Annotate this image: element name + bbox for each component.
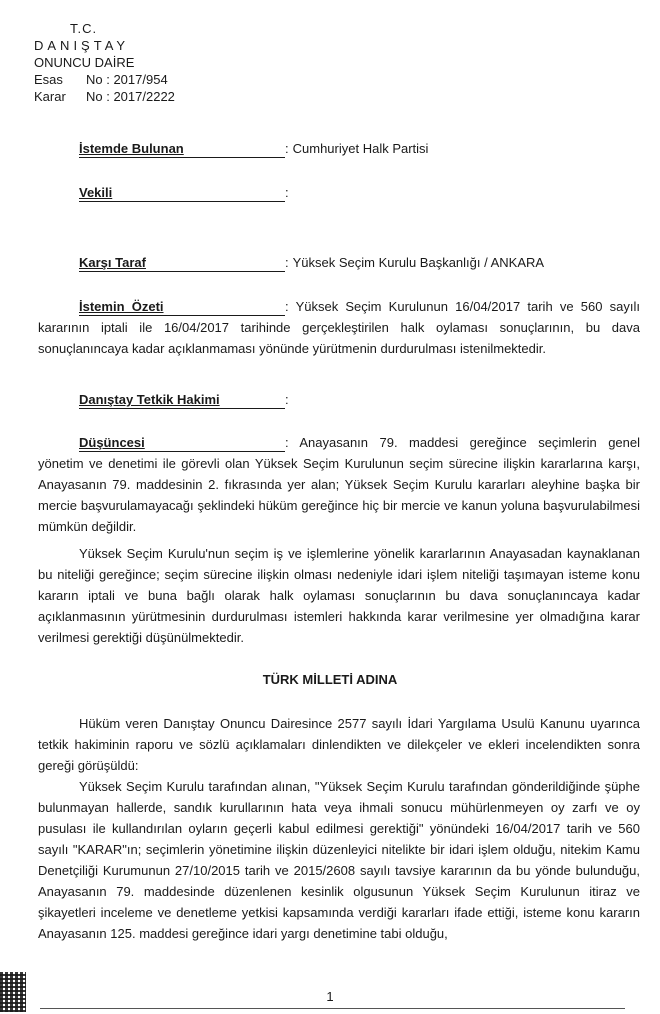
- dusunce-text-2: Yüksek Seçim Kurulu'nun seçim iş ve işlemlerine yönelik kararlarının Anayasadan kaynaklanan bu niteliği gereğince; seçim sürecine ilişkin olması nedeniyle idari işlem niteliği taşımayan isteme konu kararın iptali ve buna bağlı olarak halk oylaması sonuçlarının bu dava sonuçlanıncaya kadar açıklanmasının yürütmesinin durdurulması istemleri hakkında karar verilmesine yer olmadığına karar verilmesi gerektiği düşünülmektedir.: [38, 546, 640, 645]
- karsi-taraf-label: Karşı Taraf: [79, 255, 146, 270]
- footer-divider: [40, 1008, 625, 1009]
- page-number: 1: [326, 989, 334, 1004]
- tc-label: T.C.: [70, 21, 98, 36]
- dusunce-label: Düşüncesi: [79, 435, 145, 450]
- istemde-label: İstemde Bulunan: [79, 141, 184, 156]
- istemde-field: İstemde Bulunan : Cumhuriyet Halk Partisi: [79, 141, 429, 156]
- esas-number: No : 2017/954: [86, 72, 168, 87]
- body-text-2: Yüksek Seçim Kurulu tarafından alınan, "Yüksek Seçim Kurulu tarafından gönderildiğinde şüphe bulunmayan hallerde, sandık kurullarının hata veya ihmali sonucu mühürlenmeyen oy zarfı ve oy pusulası ile kullandırılan oyların geçerli kabul edilmesi gerektiği" yönündeki 16/04/2017 tarih ve 560 sayılı "KARAR"ın; seçimlerin yönetimine ilişkin düzenleyici nitelikte bir idari işlem olduğu, nitekim Kamu Denetçiliği Kurumunun 27/10/2015 tarih ve 2015/2608 sayılı tavsiye kararının da bu yönde bulunduğu, Anayasanın 79. maddesinde düzenlenen kesinlik olgusunun Yüksek Seçim Kurulunun itiraz ve şikayetleri inceleme ve denetleme yetkisi kapsamında verdiği kararları ifade ettiği, isteme konu kararın Anayasanın 125. maddesi gereğince idari yargı denetimine tabi olduğu,: [38, 779, 640, 941]
- karsi-taraf-value: Yüksek Seçim Kurulu Başkanlığı / ANKARA: [292, 255, 545, 270]
- tetkik-hakimi-label: Danıştay Tetkik Hakimi: [79, 392, 220, 407]
- chamber-name: ONUNCU DAİRE: [34, 55, 135, 70]
- esas-row: [34, 71, 175, 88]
- tetkik-hakimi-field: Danıştay Tetkik Hakimi :: [79, 392, 289, 407]
- vekili-label: Vekili: [79, 185, 113, 200]
- body-paragraph-1: [38, 713, 640, 776]
- section-title: TÜRK MİLLETİ ADINA: [262, 672, 398, 687]
- istem-ozeti-text: : Yüksek Seçim Kurulunun 16/04/2017 tarih ve 560 sayılı kararının iptali ile 16/04/2017 tarihinde gerçekleştirilen halk oylaması sonuçlarının, bu dava sonuçlanıncaya kadar açıklanmaması yönünde yürütmenin durdurulması istenilmektedir.: [38, 299, 640, 356]
- dusunce-paragraph: [38, 432, 640, 537]
- dusunce-text: : Anayasanın 79. maddesi gereğince seçimlerin genel yönetim ve denetimi ile görevli olan Yüksek Seçim Kurulunun seçim sürecine ilişkin kararlarına karşı, Anayasanın 79. maddesinin 2. fıkrasında yer alan; Yüksek Seçim Kurulu kararları aleyhine başka bir mercie başvurulamayacağı şeklindeki hüküm gereğince hiç bir mercie ve kanun yoluna başvurulabilmesi mümkün değildir.: [38, 435, 640, 534]
- karar-number: No : 2017/2222: [86, 89, 175, 104]
- body-text-1: Hüküm veren Danıştay Onuncu Dairesince 2577 sayılı İdari Yargılama Usulü Kanunu uyarınca tetkik hakiminin raporu ve sözlü açıklamaları dinlendikten ve dilekçeler ve ekleri incelendikten sonra gereği görüşüldü:: [38, 716, 640, 773]
- istem-ozeti-label: İstemin_Özeti: [79, 299, 164, 314]
- istem-ozeti-paragraph: [38, 296, 640, 359]
- vekili-field: Vekili :: [79, 185, 289, 200]
- istemde-value: Cumhuriyet Halk Partisi: [292, 141, 429, 156]
- court-header: [34, 20, 175, 105]
- esas-label: Esas: [34, 72, 63, 87]
- karsi-taraf-field: Karşı Taraf : Yüksek Seçim Kurulu Başkanlığı / ANKARA: [79, 255, 545, 270]
- body-paragraph-2: [38, 776, 640, 944]
- court-name: DANIŞTAY: [34, 38, 130, 53]
- dusunce-paragraph-2: [38, 543, 640, 648]
- karar-row: [34, 88, 175, 105]
- karar-label: Karar: [34, 89, 66, 104]
